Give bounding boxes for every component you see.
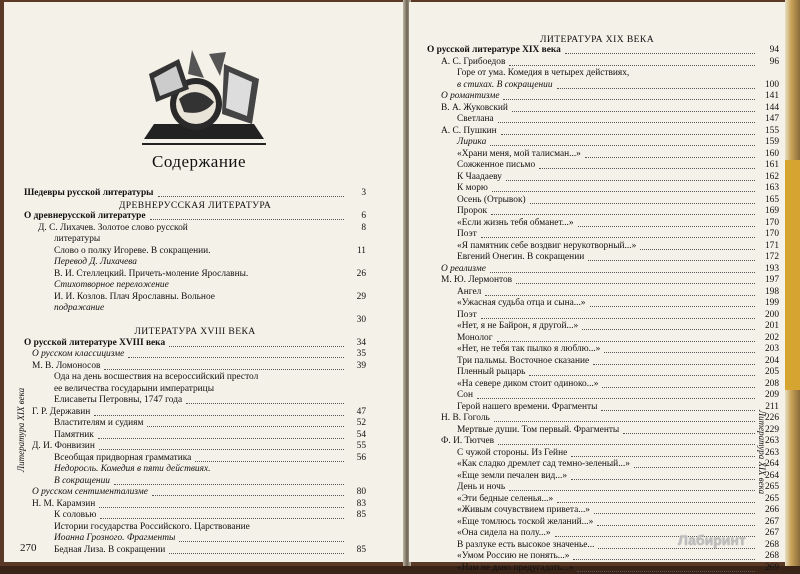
toc-entry-page: 141	[765, 91, 779, 103]
toc-entry-title: Истории государства Российского. Царствование	[54, 522, 250, 534]
toc-entry-page: 11	[357, 246, 366, 258]
toc-entry-title: «Если жизнь тебя обманет...»	[457, 218, 574, 230]
toc-entry-title: Три пальмы. Восточное сказание	[457, 356, 589, 368]
toc-entry-title: Пленный рыцарь	[457, 367, 525, 379]
toc-entry	[427, 551, 779, 563]
toc-entry-page: 159	[765, 137, 779, 149]
left-toc	[24, 188, 366, 556]
toc-entry	[427, 379, 779, 391]
leader-dots	[557, 494, 755, 503]
toc-entry	[24, 487, 366, 499]
toc-entry-title: «Храни меня, мой талисман...»	[457, 149, 581, 161]
toc-entry	[427, 425, 779, 437]
leader-dots	[529, 367, 755, 376]
toc-entry-title: «Нет, не тебя так пылко я люблю...»	[457, 344, 600, 356]
leader-dots	[485, 287, 755, 296]
toc-entry-page: 83	[357, 499, 366, 511]
toc-entry-title: Ф. И. Тютчев	[441, 436, 494, 448]
running-head-right: Литература XIX века	[757, 410, 767, 494]
toc-entry-title: В сокращении	[54, 476, 110, 488]
toc-entry	[427, 264, 779, 276]
leader-dots	[150, 211, 344, 220]
toc-entry-page: 34	[357, 338, 366, 350]
toc-entry-title: К Чаадаеву	[457, 172, 502, 184]
toc-entry-page: 226	[765, 413, 779, 425]
left-page	[4, 2, 404, 562]
leader-dots	[481, 310, 755, 319]
toc-entry-title: Евгений Онегин. В сокращении	[457, 252, 584, 264]
toc-entry-title: День и ночь	[457, 482, 505, 494]
toc-entry-page: 169	[765, 206, 779, 218]
leader-dots	[147, 418, 344, 427]
toc-entry-page: 266	[765, 505, 779, 517]
toc-entry-page: 163	[765, 183, 779, 195]
toc-entry-title: О реализме	[441, 264, 486, 276]
toc-entry-page: 172	[765, 252, 779, 264]
leader-dots	[490, 264, 755, 273]
toc-entry-title: Светлана	[457, 114, 494, 126]
toc-entry	[427, 68, 779, 80]
toc-entry-page: 52	[357, 418, 366, 430]
toc-entry-page: 263	[765, 436, 779, 448]
toc-entry-page: 80	[357, 487, 366, 499]
toc-entry-page: 267	[765, 528, 779, 540]
toc-entry	[427, 45, 779, 57]
toc-entry-title: Г. Р. Державин	[32, 407, 90, 419]
toc-entry	[427, 91, 779, 103]
toc-entry	[427, 482, 779, 494]
toc-entry-page: 26	[357, 269, 366, 281]
toc-entry	[24, 545, 366, 557]
toc-entry-page: 165	[765, 195, 779, 207]
toc-entry	[427, 241, 779, 253]
toc-entry-page: 55	[357, 441, 366, 453]
toc-entry-title: К морю	[457, 183, 488, 195]
toc-entry	[24, 223, 366, 235]
toc-entry	[427, 252, 779, 264]
leader-dots	[597, 517, 755, 526]
leader-dots	[577, 563, 755, 572]
toc-entry-page: 263	[765, 448, 779, 460]
leader-dots	[94, 407, 344, 416]
toc-entry-page: 208	[765, 379, 779, 391]
page-edges	[785, 0, 800, 566]
toc-entry-title: «Нам не дано предугадать...»	[457, 563, 573, 574]
toc-entry-page: 200	[765, 310, 779, 322]
toc-entry-title: Мертвые души. Том первый. Фрагменты	[457, 425, 619, 437]
toc-entry-title: Н. М. Карамзин	[32, 499, 95, 511]
toc-entry-title: литературы	[54, 234, 100, 246]
toc-entry-page: 201	[765, 321, 779, 333]
toc-entry	[24, 384, 366, 396]
toc-entry	[24, 453, 366, 465]
leader-dots	[491, 206, 755, 215]
leader-dots	[585, 149, 755, 158]
toc-entry-title: «Она сидела на полу...»	[457, 528, 551, 540]
toc-entry-page: 147	[765, 114, 779, 126]
toc-entry-title: О русском классицизме	[32, 349, 124, 361]
toc-entry-page: 204	[765, 356, 779, 368]
toc-entry-title: О русской литературе XIX века	[427, 45, 561, 57]
toc-entry-page: 264	[765, 459, 779, 471]
toc-entry-title: «Еще земли печален вид...»	[457, 471, 567, 483]
toc-entry-title: Ода на день восшествия на всероссийский престол	[54, 372, 258, 384]
toc-entry-title: Поэт	[457, 229, 477, 241]
toc-entry-title: Перевод Д. Лихачева	[54, 257, 137, 269]
toc-entry	[427, 229, 779, 241]
toc-entry-title: А. С. Пушкин	[441, 126, 497, 138]
toc-entry	[427, 218, 779, 230]
toc-entry-title: Герой нашего времени. Фрагменты	[457, 402, 597, 414]
leader-dots	[498, 436, 755, 445]
toc-entry-page: 94	[770, 45, 779, 57]
toc-entry-page: 229	[765, 425, 779, 437]
leader-dots	[571, 471, 755, 480]
toc-entry	[24, 338, 366, 350]
toc-entry-page: 202	[765, 333, 779, 345]
leader-dots	[601, 402, 755, 411]
leader-dots	[186, 395, 344, 404]
toc-entry	[24, 200, 366, 212]
toc-entry	[24, 303, 366, 315]
leader-dots	[158, 188, 344, 197]
leader-dots	[169, 338, 344, 347]
toc-entry-title: «Эти бедные селенья...»	[457, 494, 553, 506]
leader-dots	[169, 545, 344, 554]
toc-entry-title: В разлуке есть высокое значенье...	[457, 540, 594, 552]
toc-entry-title: Бедная Лиза. В сокращении	[54, 545, 165, 557]
toc-entry-title: О древнерусской литературе	[24, 211, 146, 223]
toc-entry-title: Поэт	[457, 310, 477, 322]
toc-entry-title: «Я памятник себе воздвиг нерукотворный...»	[457, 241, 636, 253]
leader-dots	[512, 103, 755, 112]
toc-entry	[24, 292, 366, 304]
leader-dots	[490, 137, 755, 146]
toc-entry-title: Недоросль. Комедия в пяти действиях.	[54, 464, 210, 476]
toc-entry-page: 85	[357, 510, 366, 522]
toc-entry-page: 100	[765, 80, 779, 92]
toc-entry	[24, 418, 366, 430]
toc-entry	[427, 137, 779, 149]
leader-dots	[604, 344, 755, 353]
toc-entry-page: 30	[357, 315, 366, 327]
leader-dots	[573, 551, 755, 560]
toc-entry-page: 39	[357, 361, 366, 373]
leader-dots	[640, 241, 755, 250]
toc-entry	[427, 160, 779, 172]
toc-entry	[427, 57, 779, 69]
toc-entry-title: Сон	[457, 390, 473, 402]
toc-entry-page: 205	[765, 367, 779, 379]
toc-entry	[24, 441, 366, 453]
toc-entry	[427, 356, 779, 368]
toc-entry-page: 197	[765, 275, 779, 287]
toc-entry-page: 56	[357, 453, 366, 465]
toc-entry-title: А. С. Грибоедов	[441, 57, 505, 69]
toc-entry-title: Лирика	[457, 137, 486, 149]
toc-entry-title: Стихотворное переложение	[54, 280, 169, 292]
leader-dots	[594, 505, 755, 514]
leader-dots	[494, 413, 755, 422]
toc-entry	[427, 367, 779, 379]
toc-entry-title: «Ужасная судьба отца и сына...»	[457, 298, 586, 310]
right-page	[409, 2, 785, 562]
toc-entry-page: 170	[765, 229, 779, 241]
toc-entry-page: 85	[357, 545, 366, 557]
toc-entry-page: 265	[765, 482, 779, 494]
toc-entry	[427, 436, 779, 448]
toc-entry-title: Д. И. Фонвизин	[32, 441, 95, 453]
toc-entry-title: Горе от ума. Комедия в четырех действиях,	[457, 68, 629, 80]
leader-dots	[588, 252, 755, 261]
toc-entry-page: 162	[765, 172, 779, 184]
toc-entry-page: 209	[765, 390, 779, 402]
toc-entry-title: С чужой стороны. Из Гейне	[457, 448, 567, 460]
toc-entry-page: 268	[765, 551, 779, 563]
toc-entry-title: Монолог	[457, 333, 493, 345]
leader-dots	[571, 448, 755, 457]
leader-dots	[506, 172, 755, 181]
toc-entry	[427, 172, 779, 184]
leader-dots	[593, 356, 755, 365]
toc-entry-page: 29	[357, 292, 366, 304]
leader-dots	[530, 195, 755, 204]
toc-entry-title: Памятник	[54, 430, 94, 442]
toc-entry	[24, 188, 366, 200]
toc-entry	[427, 321, 779, 333]
toc-entry	[427, 517, 779, 529]
toc-entry-title: Слово о полку Игореве. В сокращении.	[54, 246, 211, 258]
toc-entry-page: 170	[765, 218, 779, 230]
toc-entry-title: В. И. Стеллецкий. Причеть-моление Ярославны.	[54, 269, 248, 281]
toc-entry	[24, 395, 366, 407]
toc-entry-page: 47	[357, 407, 366, 419]
toc-entry	[24, 430, 366, 442]
right-page-heading: ЛИТЕРАТУРА XIX ВЕКА	[409, 34, 785, 46]
toc-entry-title: Иоанна Грозного. Фрагменты	[54, 533, 175, 545]
toc-entry-page: 267	[765, 517, 779, 529]
leader-dots	[114, 476, 344, 485]
leader-dots	[503, 91, 755, 100]
toc-entry-title: В. А. Жуковский	[441, 103, 508, 115]
toc-entry-title: М. Ю. Лермонтов	[441, 275, 512, 287]
toc-entry-title: ее величества государыни императрицы	[54, 384, 214, 396]
leader-dots	[128, 349, 344, 358]
right-toc	[427, 45, 779, 574]
toc-entry	[427, 494, 779, 506]
toc-entry-page: 199	[765, 298, 779, 310]
toc-entry-page: 6	[361, 211, 366, 223]
leader-dots	[557, 80, 755, 89]
toc-entry	[427, 448, 779, 460]
toc-entry-page: 268	[765, 540, 779, 552]
leader-dots	[602, 379, 755, 388]
toc-entry-page: 265	[765, 494, 779, 506]
toc-entry-title: Всеобщая придворная грамматика	[54, 453, 191, 465]
toc-entry	[427, 103, 779, 115]
toc-entry	[24, 349, 366, 361]
leader-dots	[498, 114, 755, 123]
toc-entry	[24, 522, 366, 534]
toc-entry	[427, 563, 779, 574]
toc-entry	[427, 390, 779, 402]
toc-entry	[24, 246, 366, 258]
leader-dots	[492, 183, 755, 192]
toc-entry	[427, 344, 779, 356]
toc-entry-page: 211	[765, 402, 779, 414]
leader-dots	[195, 453, 344, 462]
leader-dots	[99, 441, 344, 450]
leader-dots	[99, 499, 344, 508]
toc-entry	[427, 298, 779, 310]
toc-entry	[24, 234, 366, 246]
toc-entry-title: И. И. Козлов. Плач Ярославны. Вольное	[54, 292, 215, 304]
toc-entry	[24, 476, 366, 488]
leader-dots	[565, 45, 755, 54]
toc-entry-title: «Еще томлюсь тоской желаний...»	[457, 517, 593, 529]
leader-dots	[179, 533, 344, 542]
toc-entry	[24, 326, 366, 338]
toc-entry	[427, 505, 779, 517]
toc-entry-page: 155	[765, 126, 779, 138]
toc-entry	[427, 149, 779, 161]
toc-entry	[24, 372, 366, 384]
toc-entry	[427, 195, 779, 207]
toc-entry-page: 35	[357, 349, 366, 361]
leader-dots	[509, 57, 755, 66]
toc-entry-title: М. В. Ломоносов	[32, 361, 100, 373]
page-number-left: 270	[20, 542, 37, 554]
toc-entry	[24, 499, 366, 511]
toc-entry	[24, 257, 366, 269]
toc-entry-title: Осень (Отрывок)	[457, 195, 526, 207]
toc-entry	[427, 183, 779, 195]
toc-entry-title: Елисаветы Петровны, 1747 года	[54, 395, 182, 407]
toc-entry	[427, 287, 779, 299]
toc-entry	[24, 269, 366, 281]
leader-dots	[578, 218, 755, 227]
toc-entry-title: «Живым сочувствием привета...»	[457, 505, 590, 517]
leader-dots	[623, 425, 755, 434]
toc-entry	[427, 114, 779, 126]
toc-entry	[24, 510, 366, 522]
toc-entry	[24, 407, 366, 419]
toc-entry-title: ЛИТЕРАТУРА XVIII ВЕКА	[24, 326, 366, 338]
toc-entry-title: К соловью	[54, 510, 96, 522]
toc-entry-title: Ангел	[457, 287, 481, 299]
toc-entry-title: ДРЕВНЕРУССКАЯ ЛИТЕРАТУРА	[24, 200, 366, 212]
contents-title: Содержание	[152, 152, 246, 172]
toc-entry-page: 203	[765, 344, 779, 356]
leader-dots	[634, 459, 755, 468]
leader-dots	[104, 361, 344, 370]
toc-entry	[427, 126, 779, 138]
toc-entry-title: «Умом Россию не понять...»	[457, 551, 569, 563]
toc-entry	[24, 280, 366, 292]
leader-dots	[539, 160, 755, 169]
toc-entry	[427, 333, 779, 345]
toc-entry-page: 161	[765, 160, 779, 172]
leader-dots	[497, 333, 755, 342]
leader-dots	[516, 275, 755, 284]
leader-dots	[582, 321, 755, 330]
toc-entry	[427, 310, 779, 322]
toc-entry-title: О русском сентиментализме	[32, 487, 148, 499]
watermark-logo: Лабиринт	[678, 532, 746, 548]
toc-entry-title: «Как сладко дремлет сад темно-зеленый...»	[457, 459, 630, 471]
toc-entry-title: подражание	[54, 303, 104, 315]
toc-entry-title: Д. С. Лихачев. Золотое слово русской	[38, 223, 188, 235]
toc-entry-page: 160	[765, 149, 779, 161]
toc-entry-page: 198	[765, 287, 779, 299]
toc-entry	[427, 275, 779, 287]
leader-dots	[481, 229, 755, 238]
running-head-left: Литература XIX века	[16, 388, 26, 472]
leader-dots	[501, 126, 755, 135]
leader-dots	[477, 390, 755, 399]
toc-entry-page: 144	[765, 103, 779, 115]
toc-entry-page: 171	[765, 241, 779, 253]
toc-entry-title: Шедевры русской литературы	[24, 188, 154, 200]
toc-entry-title: «Нет, я не Байрон, я другой...»	[457, 321, 578, 333]
bookmark-band	[785, 160, 800, 390]
toc-entry-page: 3	[361, 188, 366, 200]
toc-entry	[427, 459, 779, 471]
book-globe-engraving-icon	[134, 44, 274, 149]
toc-entry	[427, 413, 779, 425]
toc-entry-title: О романтизме	[441, 91, 499, 103]
toc-entry	[24, 315, 366, 327]
toc-entry	[427, 471, 779, 483]
toc-entry	[24, 361, 366, 373]
toc-entry	[427, 402, 779, 414]
toc-entry-title: Пророк	[457, 206, 487, 218]
toc-entry-title: Н. В. Гоголь	[441, 413, 490, 425]
leader-dots	[100, 510, 344, 519]
toc-entry-page: 96	[770, 57, 779, 69]
toc-entry-page: 8	[361, 223, 366, 235]
leader-dots	[509, 482, 755, 491]
toc-entry-title: «На севере диком стоит одиноко...»	[457, 379, 598, 391]
leader-dots	[590, 298, 755, 307]
toc-entry-page: 269	[765, 563, 779, 574]
toc-entry	[24, 464, 366, 476]
toc-entry	[24, 533, 366, 545]
toc-entry-page: 54	[357, 430, 366, 442]
toc-entry-page: 193	[765, 264, 779, 276]
toc-entry	[24, 211, 366, 223]
toc-entry-title: в стихах. В сокращении	[457, 80, 553, 92]
leader-dots	[98, 430, 344, 439]
toc-entry	[427, 80, 779, 92]
toc-entry-title: О русской литературе XVIII века	[24, 338, 165, 350]
toc-entry-page: 264	[765, 471, 779, 483]
toc-entry	[427, 206, 779, 218]
toc-entry-title: Сожженное письмо	[457, 160, 535, 172]
leader-dots	[152, 487, 344, 496]
toc-entry-title: Властителям и судиям	[54, 418, 143, 430]
